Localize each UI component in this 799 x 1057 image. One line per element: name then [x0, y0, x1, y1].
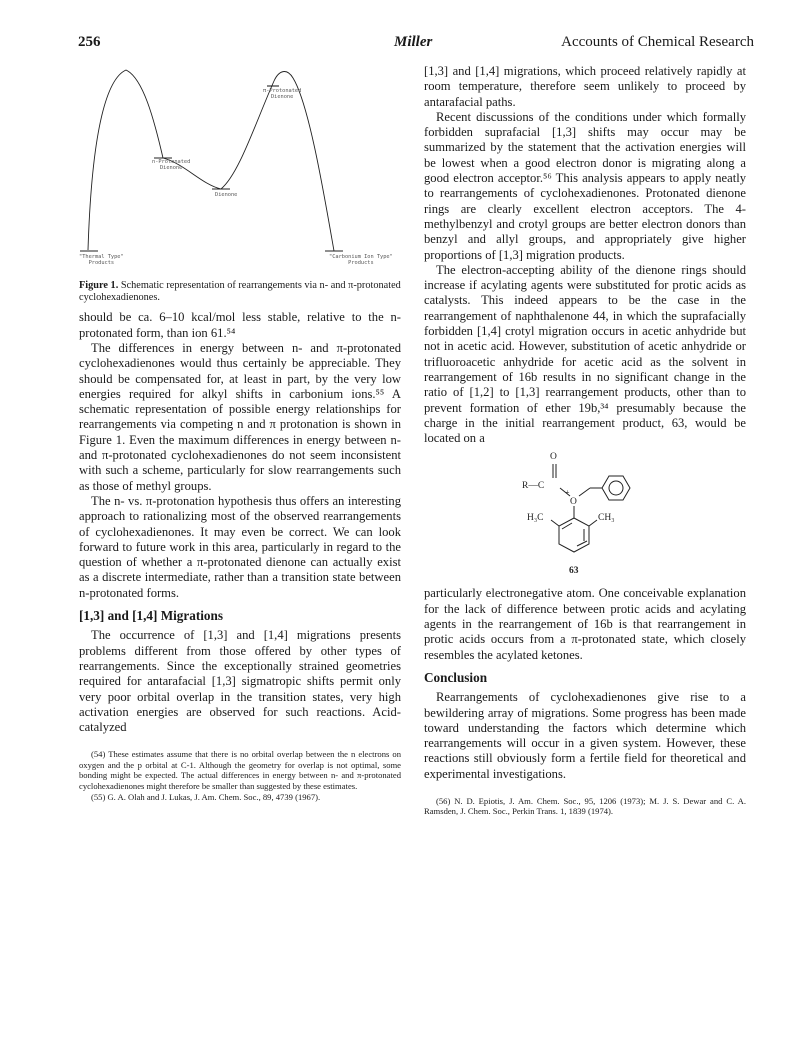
- paragraph: The n- vs. π-protonation hypothesis thus offers an interesting approach to rationalizing most of the observed rearrangements of cyclohexadienones. It may even be correct. We can look forward to future work in this area, particularly in regard to the question of whether a π-protonated dienone can actually exist as a discrete intermediate, rather than a transition state between n-protonated forms.: [79, 493, 401, 600]
- left-column: [79, 64, 401, 804]
- paragraph: Recent discussions of the conditions under which formally forbidden suprafacial [1,3] shifts may occur may be summarized by the statement that the activation energies will be lowest when a good electron donor is migrating along a good electron acceptor.⁵⁶ This analysis appears to apply neatly to rearrangements of cyclohexadienones. Protonated dienone rings are clearly excellent electron acceptors. The 4-methylbenzyl and crotyl groups are better electron donors than benzyl and allyl groups, and appropriately give higher proportions of [1,3] migration products.: [424, 109, 746, 262]
- footnotes: [79, 749, 401, 803]
- paragraph: The electron-accepting ability of the dienone rings should increase if acylating agents were substituted for protic acids as catalysts. This indeed appears to be the case in the rearrangement of naphthalenone 44, in which the suprafacially forbidden [1,4] crotyl migration occurs in acetic anhydride but not in acetic acid. However, substitution of acetic anhydride or trifluoroacetic anhydride for acetic acid as the solvent in rearrangement of 16b results in no significant change in the ratio of [1,2] to [1,3] rearrangement products, other than to prevent formation of ether 19b,³⁴ presumably because the charge in the initial rearrangement product, 63, would be located on a: [424, 262, 746, 446]
- methyl-left: H₃C: [527, 513, 544, 524]
- running-header: [78, 34, 754, 54]
- structure-63: [424, 454, 746, 582]
- label-n-protonated: n-Protonated Dienone: [152, 159, 191, 171]
- paragraph: The differences in energy between n- and π-protonated cyclohexadienones would thus certainly be appreciable. They should be compensated for, at least in part, by the very low energies required for alkyl shifts in carbonium ions.⁵⁵ A schematic representation of possible energy relationships for rearrangements via competing n and π protonation is shown in Figure 1. Even the maximum differences in energy between n- and π-protonated cyclohexadienones do not seem inconsistent with such a scheme, particularly for slow rearrangements such as those of methyl groups.: [79, 341, 401, 493]
- methyl-right: CH₃: [598, 513, 615, 524]
- figure-caption-label: Figure 1.: [79, 280, 119, 291]
- section-heading: Conclusion: [424, 669, 488, 685]
- page-number: 256: [78, 34, 101, 50]
- footnote: (55) G. A. Olah and J. Lukas, J. Am. Chem. Soc., 89, 4739 (1967).: [91, 792, 321, 803]
- structure-drawing: [424, 454, 746, 582]
- label-carbonium: "Carbonium Ion Type" Products: [329, 254, 393, 266]
- running-author: Miller: [394, 34, 433, 50]
- label-thermal: "Thermal Type" Products: [79, 254, 124, 266]
- section-heading: [1,3] and [1,4] Migrations: [79, 608, 223, 624]
- paragraph: [1,3] and [1,4] migrations, which proceed relatively rapidly at room temperature, therefore seem unlikely to proceed by antarafacial paths.: [424, 64, 746, 109]
- footnote: (56) N. D. Epiotis, J. Am. Chem. Soc., 95, 1206 (1973); M. J. S. Dewar and C. A. Ramsden, J. Chem. Soc., Perkin Trans. 1, 1839 (1974).: [424, 795, 746, 817]
- label-pi-protonated: π-Protonated Dienone: [263, 88, 302, 100]
- figure-caption: [79, 280, 401, 304]
- journal-name: Accounts of Chemical Research: [561, 34, 754, 50]
- right-column: [424, 64, 746, 818]
- label-dienone: Dienone: [215, 192, 238, 198]
- energy-diagram: [79, 64, 401, 278]
- footnotes: [424, 796, 746, 817]
- paragraph: The occurrence of [1,3] and [1,4] migrations presents problems different from those offered by other types of rearrangements. Since the exceptionally strained geometries required for antarafacial [1,3] sigmatropic shifts permit only very poor orbital overlap in the transition states, very high activation energies are observed for such reactions. Acid-catalyzed: [79, 628, 401, 735]
- oxonium-oxygen: O: [570, 497, 577, 508]
- carbonyl-oxygen: O: [550, 452, 557, 463]
- paragraph: Rearrangements of cyclohexadienones give rise to a bewildering array of migrations. Some progress has been made toward understanding the factors which determine which rearrangements will occur in a given system. However, these reactions still obviously form a fertile field for theoretical and experimental investigations.: [424, 690, 746, 781]
- positive-charge: +: [565, 488, 570, 498]
- compound-number: 63: [569, 566, 579, 577]
- figure-caption-text: Schematic representation of rearrangements via n- and π-protonated cyclohexadienones.: [79, 280, 401, 304]
- energy-curves: [79, 64, 401, 278]
- paragraph: particularly electronegative atom. One conceivable explanation for the lack of difference between protic acids and acylating agents in the rearrangement of 16b is that rearrangement in protic acids occurs from a π-protonated state, which closely resembles the acylated ketones.: [424, 586, 746, 662]
- footnote: (54) These estimates assume that there is no orbital overlap between the n electrons on oxygen and the p orbital at C-1. Although the geometry for overlap is not optimal, some bonding might be expected. The actual differences in energy between n- and π-protonated cyclohexadienones might therefore be smaller than suggested by these estimates.: [79, 749, 401, 791]
- acyl-carbon: R—C: [522, 481, 545, 492]
- paragraph: should be ca. 6–10 kcal/mol less stable, relative to the n-protonated form, than ion 61.⁵⁴: [79, 310, 401, 340]
